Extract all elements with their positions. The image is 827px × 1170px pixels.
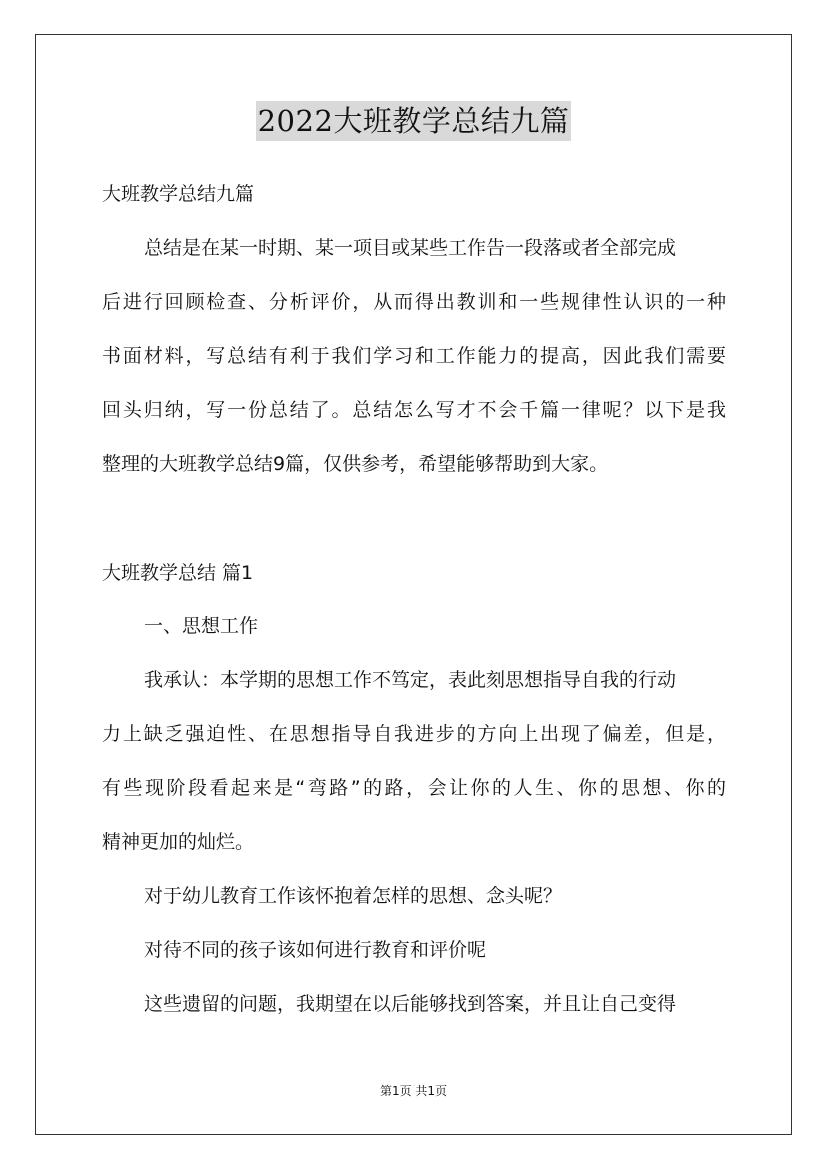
document-title: 2022大班教学总结九篇 — [256, 101, 572, 141]
body-line-2: 力上缺乏强迫性、在思想指导自我进步的方向上出现了偏差，但是， — [102, 723, 726, 745]
page-footer: 第1页 共1页 — [379, 1084, 448, 1098]
body-last-line: 这些遗留的问题，我期望在以后能够找到答案，并且让自己变得 — [144, 993, 677, 1015]
intro-line-4: 回头归纳，写一份总结了。总结怎么写才不会千篇一律呢？以下是我 — [102, 399, 726, 421]
intro-line-2: 后进行回顾检查、分析评价，从而得出教训和一些规律性认识的一种 — [102, 291, 726, 313]
body-line-1: 我承认：本学期的思想工作不笃定，表此刻思想指导自我的行动 — [144, 669, 677, 691]
subsection-heading: 一、思想工作 — [144, 615, 259, 637]
section-heading: 大班教学总结 篇1 — [102, 562, 254, 584]
intro-line-3: 书面材料，写总结有利于我们学习和工作能力的提高，因此我们需要 — [102, 345, 726, 367]
body-line-3: 有些现阶段看起来是“弯路”的路，会让你的人生、你的思想、你的 — [102, 777, 726, 799]
body-line-4: 精神更加的灿烂。 — [102, 831, 255, 853]
question-line-1: 对于幼儿教育工作该怀抱着怎样的思想、念头呢？ — [144, 885, 563, 907]
intro-line-5: 整理的大班教学总结9篇，仅供参考，希望能够帮助到大家。 — [102, 453, 609, 475]
intro-line-1: 总结是在某一时期、某一项目或某些工作告一段落或者全部完成 — [144, 237, 677, 259]
question-line-2: 对待不同的孩子该如何进行教育和评价呢 — [144, 939, 487, 961]
title-container — [0, 101, 827, 141]
document-subtitle: 大班教学总结九篇 — [102, 183, 255, 205]
